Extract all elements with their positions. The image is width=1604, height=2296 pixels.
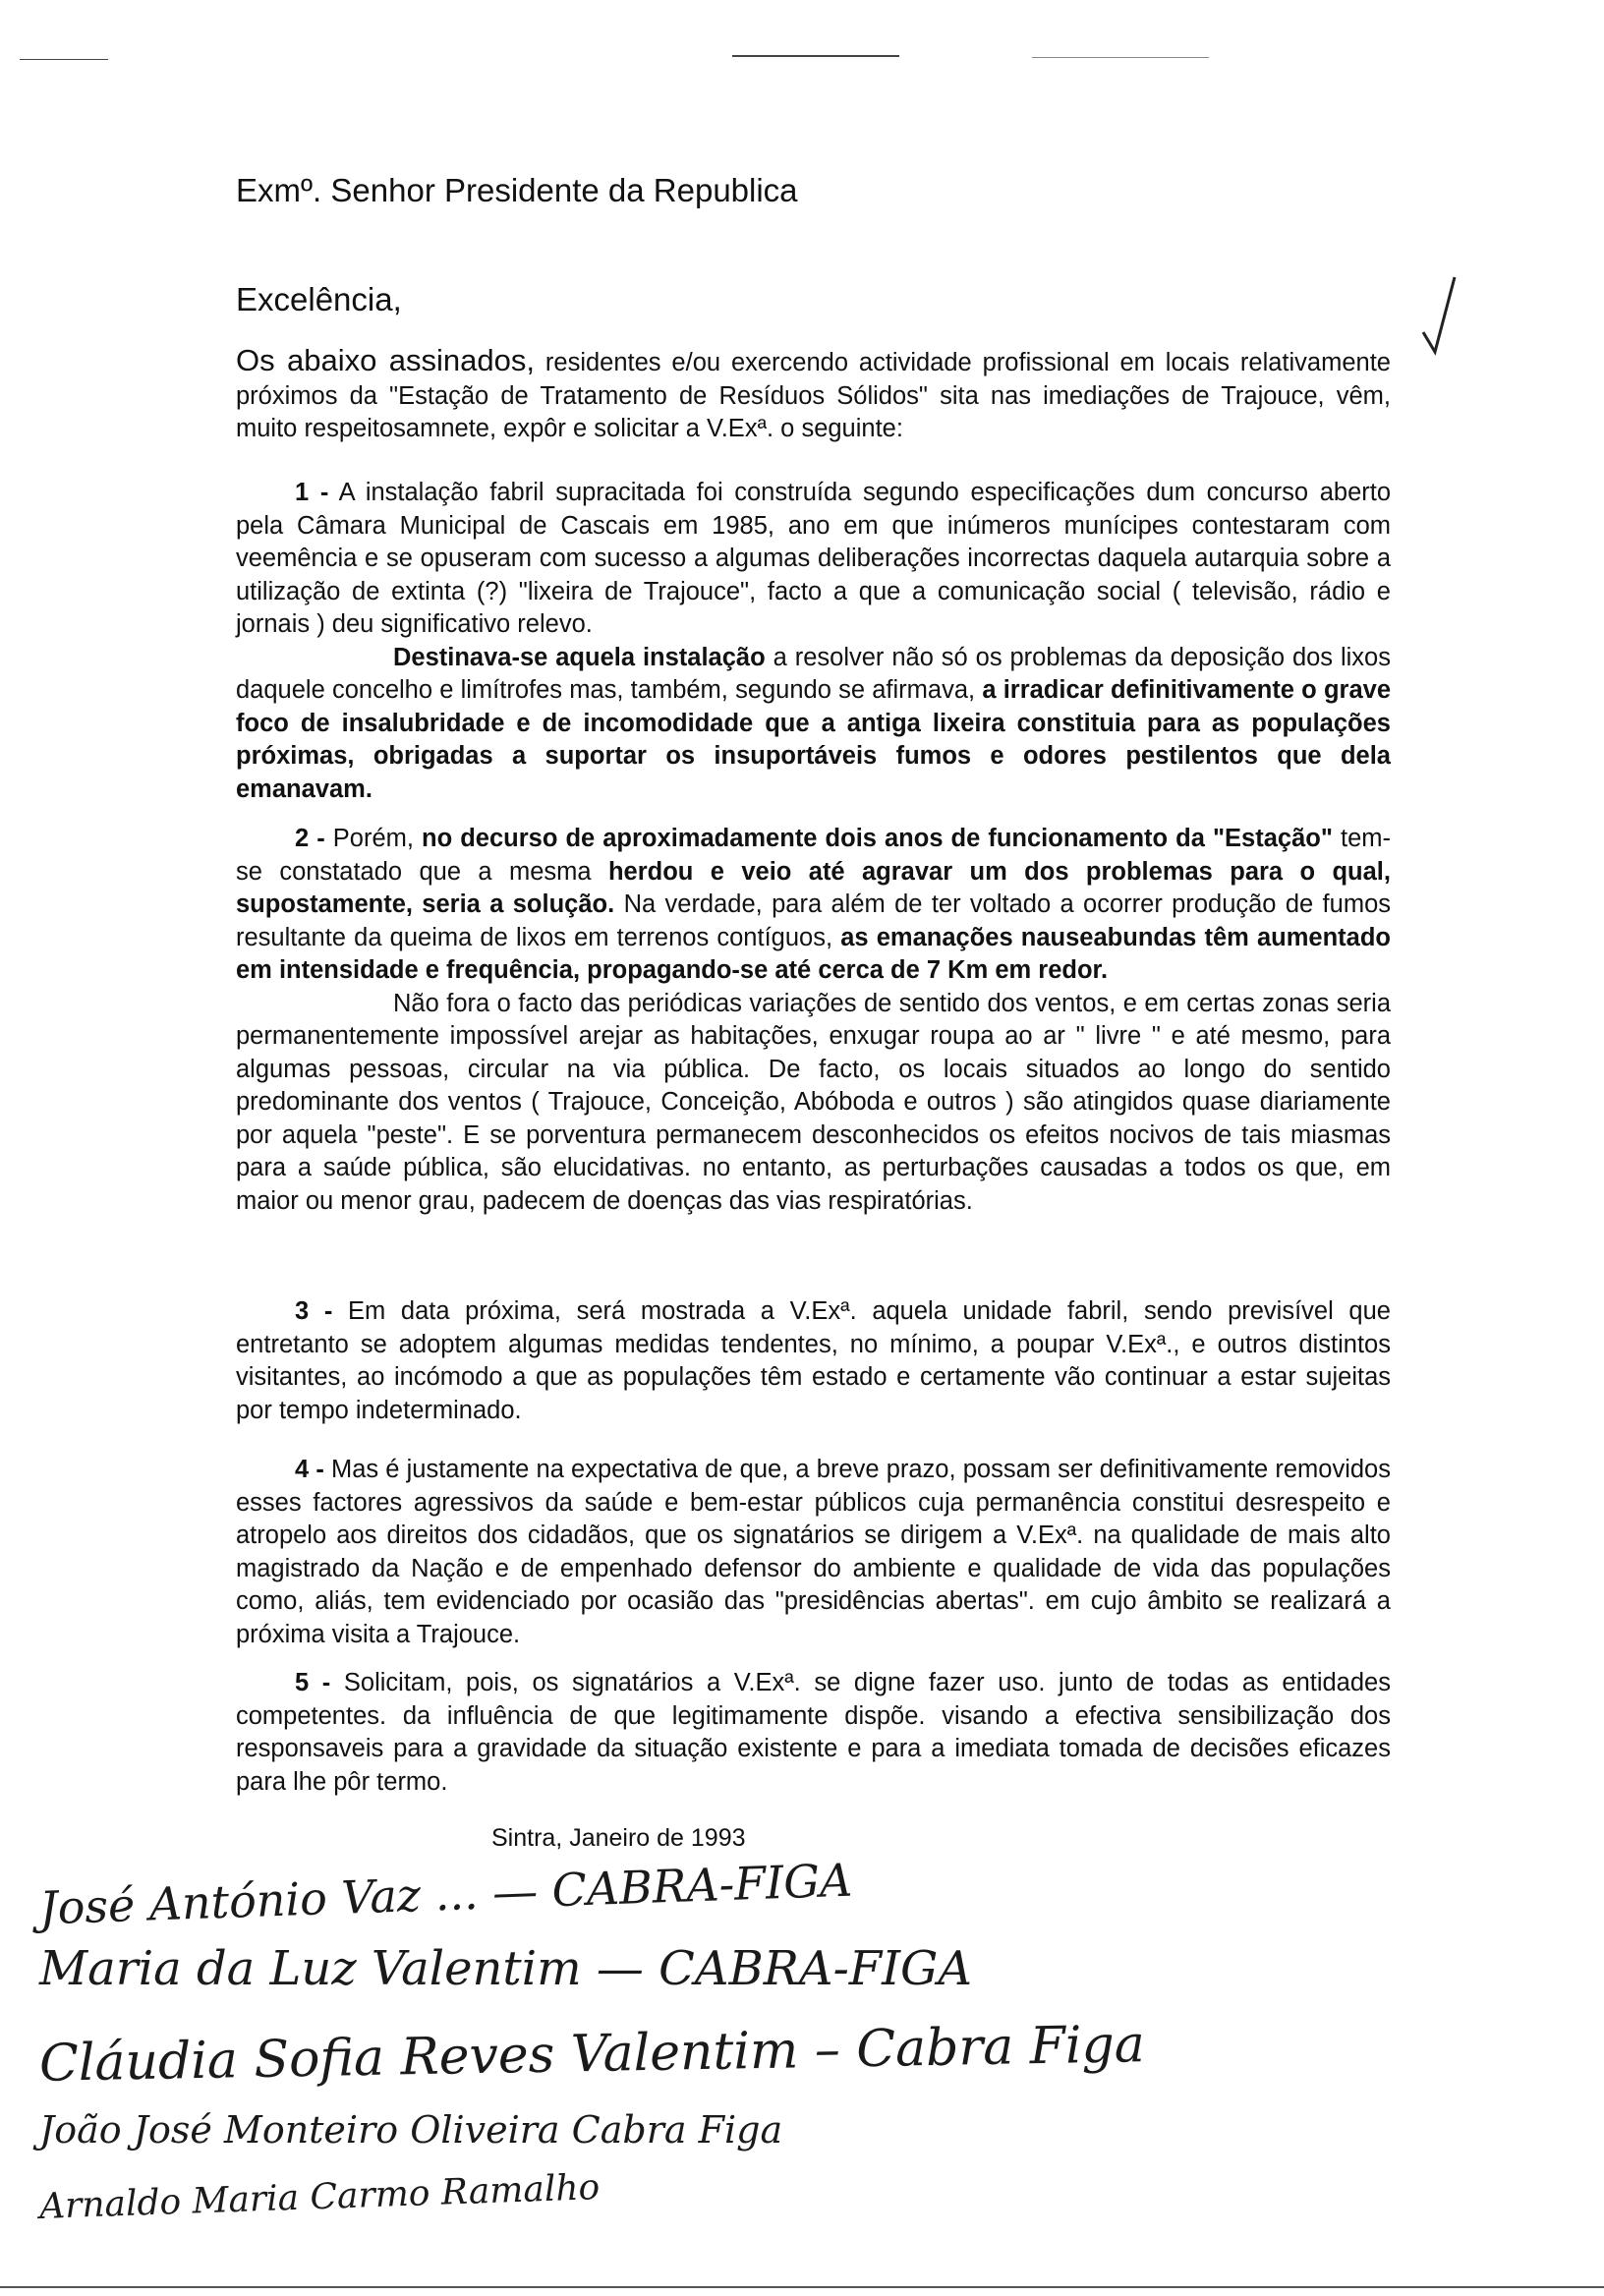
point-2-bold-2: herdou e veio até agravar um dos problemas para o qual, supostamente, seria a solução. (236, 857, 1391, 918)
intro-paragraph (236, 344, 1391, 446)
intro-lead: Os abaixo assinados, (236, 343, 535, 377)
point-1 (236, 477, 1391, 806)
point-number: 4 - (295, 1456, 324, 1483)
date-line: Sintra, Janeiro de 1993 (491, 1824, 746, 1852)
point-number: 3 - (295, 1297, 333, 1325)
point-3-text: Em data próxima, será mostrada a V.Exª. aquela unidade fabril, sendo previsível que entretanto se adoptem algumas medidas tendentes, no mínimo, a poupar V.Exª., e outros distintos visitantes, ao incómodo a que as populações têm estado e certamente vão continuar a estar sujeitas por tempo indeterminado. (236, 1297, 1391, 1424)
intro-text: residentes e/ou exercendo actividade profissional em locais relativamente próximos da "Estação de Tratamento de Resíduos Sólidos" sita nas imediações de Trajouce, vêm, muito respeitosamnete, expôr e solicitar a V.Exª. o seguinte: (236, 349, 1391, 442)
point-4 (236, 1454, 1391, 1651)
signature-3: Cláudia Sofia Reves Valentim – Cabra Figa (38, 2015, 1146, 2094)
signature-1: José António Vaz ... — CABRA-FIGA (38, 1853, 854, 1935)
point-3 (236, 1295, 1391, 1427)
scan-artifact-bottom (0, 2286, 1604, 2288)
point-number: 1 - (295, 479, 329, 506)
greeting: Excelência, (236, 281, 402, 317)
point-2-paragraph-2: Não fora o facto das periódicas variações de sentido dos ventos, e em certas zonas seria permanentemente impossível arejar as habitações, enxugar roupa ao ar " livre " e até mesmo, para algumas pessoas, circular na via pública. De facto, os locais situados ao longo do sentido predominante dos ventos ( Trajouce, Conceição, Abóboda e outros ) são atingidos quase diariamente por aquela "peste". E se porventura permanecem desconhecidos os efeitos nocivos de tais miasmas para a saúde pública, são elucidativas. no entanto, as perturbações causadas a todos os que, em maior ou menor grau, padecem de doenças das vias respiratórias. (236, 989, 1391, 1215)
point-number: 2 - (295, 825, 325, 852)
point-1-text: A instalação fabril supracitada foi construída segundo especificações dum concurso aberto pela Câmara Municipal de Cascais em 1985, ano em que inúmeros munícipes contestaram com veemência e se opuseram com sucesso a algumas deliberações incorrectas daquela autarquia sobre a utilização de extinta (?) "lixeira de Trajouce", facto a que a comunicação social ( televisão, rádio e jornais ) deu significativo relevo. (236, 479, 1392, 638)
scan-artifact-top-right (1032, 57, 1209, 58)
point-2-bold-1: no decurso de aproximadamente dois anos de funcionamento da "Estação" (422, 825, 1333, 852)
point-2-text-2: tem-se constatado que a mesma (236, 825, 1391, 886)
signature-5: Arnaldo Maria Carmo Ramalho (38, 2167, 601, 2227)
check-mark-icon (1415, 273, 1464, 362)
point-1-mid: a resolver não só os problemas da deposição dos lixos daquele concelho e limítrofes mas, também, segundo se afirmava, (236, 643, 1391, 704)
addressee: Exmº. Senhor Presidente da Republica (236, 172, 798, 208)
scan-artifact-top-left (20, 59, 108, 60)
signature-2: Maria da Luz Valentim — CABRA-FIGA (39, 1941, 973, 1996)
point-2-text-1: Porém, (332, 825, 414, 852)
point-1-bold-lead: Destinava-se aquela instalação (393, 643, 766, 671)
point-5-text: Solicitam, pois, os signatários a V.Exª. se digne fazer uso. junto de todas as entidades competentes. da influência de que legitimamente dispõe. visando a efectiva sensibilização dos responsaveis para a gravidade da situação existente e para a imediata tomada de decisões eficazes para lhe pôr termo. (236, 1669, 1391, 1796)
point-2-bold-3: as emanações nauseabundas têm aumentado em intensidade e frequência, propagando-se até cerca de 7 Km em redor. (236, 923, 1391, 984)
point-2-text-3: Na verdade, para além de ter voltado a ocorrer produção de fumos resultante da queima de lixos em terrenos contíguos, (236, 890, 1391, 951)
point-number: 5 - (295, 1669, 331, 1696)
point-4-text: Mas é justamente na expectativa de que, a breve prazo, possam ser definitivamente removidos esses factores agressivos da saúde e bem-estar públicos cuja permanência constitui desrespeito e atropelo aos direitos dos cidadãos, que os signatários se dirigem a V.Exª. na qualidade de mais alto magistrado da Nação e de empenhado defensor do ambiente e qualidade de vida das populações como, aliás, tem evidenciado por ocasião das "presidências abertas". em cujo âmbito se realizará a próxima visita a Trajouce. (236, 1456, 1391, 1648)
point-2 (236, 823, 1391, 1218)
signatures-block (39, 1838, 1514, 2251)
signature-4: João José Monteiro Oliveira Cabra Figa (39, 2108, 783, 2152)
point-1-bold-end: a irradicar definitivamente o grave foco de insalubridade e de incomodidade que a antiga lixeira constituia para as populações próximas, obrigadas a suportar os insuportáveis fumos e odores pestilentos que dela emanavam. (236, 676, 1392, 803)
scan-artifact-top-center (732, 55, 899, 57)
point-5 (236, 1667, 1391, 1799)
